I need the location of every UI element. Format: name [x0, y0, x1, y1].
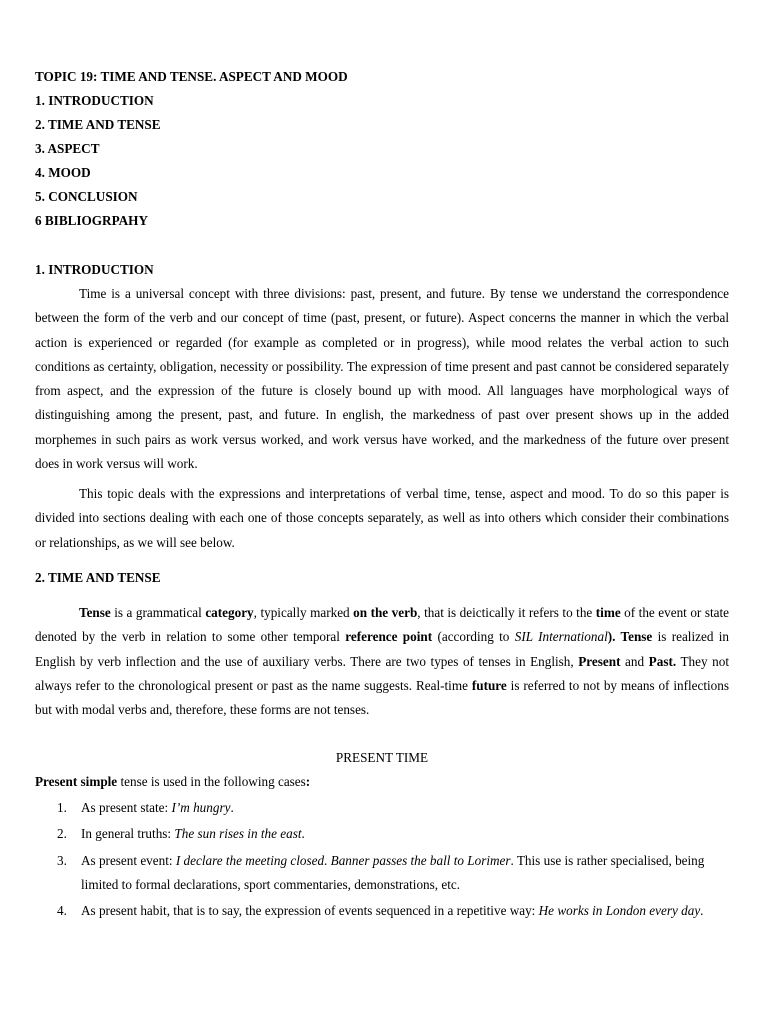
list-text: In general truths: [81, 826, 175, 842]
section-heading-time-and-tense: 2. TIME AND TENSE [35, 570, 161, 585]
outline-item: 2. TIME AND TENSE [35, 117, 161, 132]
present-simple-uses-list [35, 796, 729, 925]
topic-title: TOPIC 19: TIME AND TENSE. ASPECT AND MOOD [35, 69, 348, 84]
term-time: time [595, 605, 621, 620]
text-run: of the event or state denoted by the verb in relation to some other temporal [35, 605, 729, 645]
subheading-present-time: PRESENT TIME [335, 750, 429, 765]
list-item [35, 899, 729, 923]
outline-item: 3. ASPECT [35, 141, 100, 156]
paragraph-text: Time is a universal concept with three divisions: past, present, and future. By tense we understand the correspondence between the form of the verb and our concept of time (past, present, or future). Aspect concerns the manner in which the verbal action is experienced or regarded (for example as completed or in progress), while mood relates the verbal action to such conditions as certainty, obligation, necessity or possibility. The expression of time present and past cannot be considered separately from aspect, and the expression of the future is closely bound up with mood. All languages have morphological ways of distinguishing among the present, past, and future. In english, the markedness of past over present shows up in the added morphemes in such pairs as work versus worked, and work versus have worked, and the markedness of the future over present does in work versus will work. [35, 286, 729, 472]
introduction-paragraph-2 [35, 482, 729, 555]
list-number: 1. [57, 800, 67, 815]
list-text: As present event: [81, 852, 176, 868]
outline-item: 5. CONCLUSION [35, 189, 138, 204]
list-number: 4. [57, 903, 67, 919]
term-on-the-verb: on the verb [353, 605, 418, 620]
paragraph-text [35, 601, 729, 722]
text-run: and [620, 653, 649, 669]
term-present-simple: Present simple [35, 774, 118, 789]
list-text: . [700, 903, 704, 919]
example-sentence: The sun rises in the east [174, 826, 302, 842]
list-text: . [324, 852, 331, 868]
outline-item: 1. INTRODUCTION [35, 93, 154, 108]
term-reference-point: reference point [345, 629, 433, 645]
term-category: category [205, 605, 254, 620]
section-heading-introduction: 1. INTRODUCTION [35, 262, 154, 277]
introduction-paragraph-1 [35, 282, 729, 476]
term-tense: Tense [620, 629, 653, 645]
list-text: As present state: [81, 800, 172, 815]
text-run: They not always refer to the chronological present or past as the name suggests. Real-time [35, 653, 729, 693]
list-text: As present habit, that is to say, the expression of events sequenced in a repetitive way: [81, 903, 539, 919]
list-text: . This use is rather specialised, being limited to formal declarations, sport commentaries, demonstrations, etc. [81, 852, 705, 892]
list-item [35, 822, 729, 846]
example-sentence: Banner passes the ball to Lorimer [330, 852, 511, 868]
text-run: , that is deictically it refers to the [417, 605, 596, 620]
text-run: (according to [432, 629, 515, 645]
paragraph-text [35, 770, 729, 794]
term-future: future [471, 677, 507, 693]
example-sentence: He works in London every day [538, 903, 701, 919]
text-run: is a grammatical [110, 605, 206, 620]
text-run: ). [607, 629, 621, 645]
term-present: Present [578, 653, 621, 669]
list-text: . [230, 800, 234, 815]
text-run: is realized in English by verb inflection and the use of auxiliary verbs. There are two types of tenses in English, [35, 629, 730, 669]
list-item [35, 796, 729, 820]
text-run: is referred to not by means of inflections but with modal verbs and, therefore, these forms are not tenses. [35, 677, 730, 718]
time-tense-paragraph [35, 601, 729, 722]
list-item [35, 849, 729, 898]
example-sentence: I declare the meeting closed [175, 852, 325, 868]
text-run: : [305, 774, 311, 789]
paragraph-text: This topic deals with the expressions and interpretations of verbal time, tense, aspect and mood. To do so this paper is divided into sections dealing with each one of those concepts separately, as well as into others which consider their combinations or relationships, as we will see below. [35, 486, 729, 550]
list-number: 3. [57, 852, 67, 868]
list-text: . [301, 826, 305, 842]
text-run: , typically marked [253, 605, 354, 620]
term-past: Past. [648, 653, 677, 669]
present-simple-intro [35, 770, 729, 794]
outline-item: 4. MOOD [35, 165, 91, 180]
example-sentence: I’m hungry [171, 800, 231, 815]
list-number: 2. [57, 826, 67, 842]
text-run: tense is used in the following cases [117, 774, 306, 789]
term-tense: Tense [79, 605, 111, 620]
source-name: SIL International [514, 629, 608, 645]
outline-item: 6 BIBLIOGRPAHY [35, 213, 148, 228]
